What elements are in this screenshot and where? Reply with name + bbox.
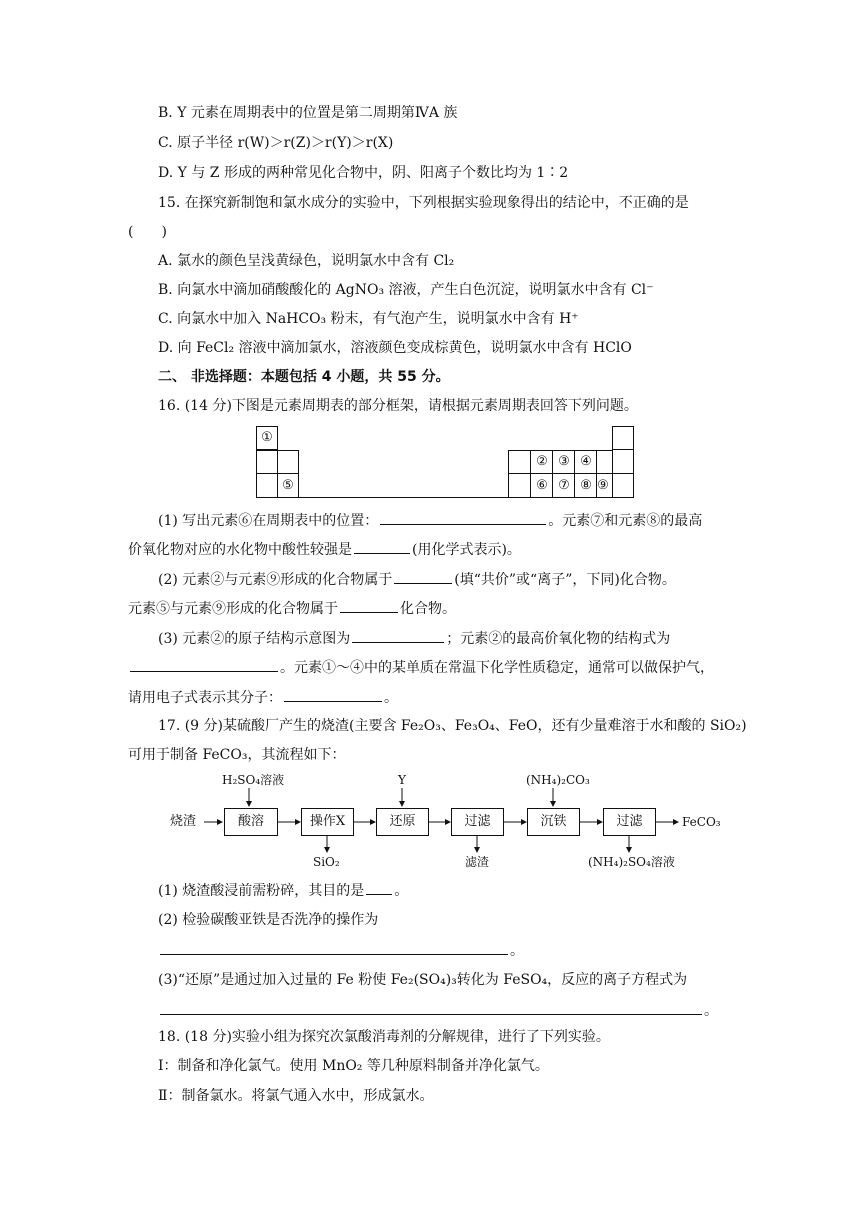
process-flowchart bbox=[170, 770, 730, 870]
element-9: ⑨ bbox=[597, 478, 609, 493]
answer-blank[interactable] bbox=[366, 880, 392, 895]
q17-stem-line2: 可用于制备 FeCO₃，其流程如下： bbox=[128, 747, 346, 763]
answer-blank[interactable] bbox=[340, 598, 398, 613]
flow-input-nh4co3: (NH₄)₂CO₃ bbox=[526, 773, 590, 787]
flow-end: FeCO₃ bbox=[682, 815, 721, 829]
answer-blank[interactable] bbox=[394, 569, 452, 584]
flow-step-operation-x: 操作X bbox=[301, 808, 354, 836]
answer-blank[interactable] bbox=[160, 1000, 702, 1015]
q14-option-d: D. Y 与 Z 形成的两种常见化合物中，阴、阳离子个数比均为 1∶2 bbox=[158, 165, 569, 181]
q15-option-d: D. 向 FeCl₂ 溶液中滴加氯水，溶液颜色变成棕黄色，说明氯水中含有 HClO bbox=[158, 340, 632, 356]
element-7: ⑦ bbox=[558, 478, 570, 493]
answer-blank[interactable] bbox=[130, 657, 278, 672]
q17-stem-line1: 17. (9 分)某硫酸厂产生的烧渣(主要含 Fe₂O₃、Fe₃O₄、FeO，还有少量难溶于水和酸的 SiO₂) bbox=[158, 718, 747, 734]
q16-stem: 16. (14 分)下图是元素周期表的部分框架，请根据元素周期表回答下列问题。 bbox=[158, 398, 638, 414]
flow-output-sio2: SiO₂ bbox=[313, 855, 340, 869]
q15-option-a: A. 氯水的颜色呈浅黄绿色，说明氯水中含有 Cl₂ bbox=[158, 253, 455, 269]
q15-stem: 15. 在探究新制饱和氯水成分的实验中，下列根据实验现象得出的结论中，不正确的是 bbox=[158, 195, 689, 211]
flow-output-residue: 滤渣 bbox=[465, 855, 490, 869]
q16-part1-line2: 价氧化物对应的水化物中酸性较强是 (用化学式表示)。 bbox=[128, 539, 521, 560]
periodic-table-diagram bbox=[256, 426, 634, 498]
q18-stem: 18. (18 分)实验小组为探究次氯酸消毒剂的分解规律，进行了下列实验。 bbox=[158, 1029, 610, 1045]
flow-output-nh4so4: (NH₄)₂SO₄溶液 bbox=[588, 855, 675, 869]
q14-option-b: B. Y 元素在周期表中的位置是第二周期第ⅣA 族 bbox=[158, 105, 458, 121]
element-3: ③ bbox=[558, 454, 570, 469]
flow-start: 烧渣 bbox=[170, 814, 197, 829]
q16-part3-line2: 。元素①～④中的某单质在常温下化学性质稳定，通常可以做保护气， bbox=[128, 657, 714, 678]
element-4: ④ bbox=[580, 454, 592, 469]
q17-part1: (1) 烧渣酸浸前需粉碎，其目的是 。 bbox=[158, 880, 408, 901]
element-1: ① bbox=[261, 430, 273, 445]
flow-step-reduce: 还原 bbox=[376, 808, 429, 836]
element-8: ⑧ bbox=[580, 478, 592, 493]
flow-step-filter-2: 过滤 bbox=[603, 808, 656, 836]
flow-input-h2so4: H₂SO₄溶液 bbox=[222, 773, 285, 787]
element-2: ② bbox=[536, 454, 548, 469]
q15-option-b: B. 向氯水中滴加硝酸酸化的 AgNO₃ 溶液，产生白色沉淀，说明氯水中含有 Cl⁻ bbox=[158, 282, 654, 298]
flow-step-filter-1: 过滤 bbox=[451, 808, 504, 836]
flow-input-y: Y bbox=[398, 773, 406, 787]
answer-blank[interactable] bbox=[160, 940, 508, 955]
answer-blank[interactable] bbox=[380, 510, 546, 525]
q16-part2-line2: 元素⑤与元素⑨形成的化合物属于 化合物。 bbox=[128, 598, 456, 619]
q15-paren: ( ) bbox=[128, 224, 167, 240]
flow-step-precipitate: 沉铁 bbox=[527, 808, 580, 836]
answer-blank[interactable] bbox=[354, 539, 410, 554]
flow-step-acid: 酸溶 bbox=[224, 808, 278, 836]
element-6: ⑥ bbox=[536, 478, 548, 493]
q17-part2: (2) 检验碳酸亚铁是否洗净的操作为 bbox=[158, 912, 379, 928]
q17-part3: (3)“还原”是通过加入过量的 Fe 粉使 Fe₂(SO₄)₃转化为 FeSO₄，反应的离子方程式为 bbox=[158, 972, 688, 988]
q18-step-ii: Ⅱ：制备氯水。将氯气通入水中，形成氯水。 bbox=[158, 1088, 434, 1104]
answer-blank[interactable] bbox=[284, 687, 382, 702]
q18-step-i: Ⅰ：制备和净化氯气。使用 MnO₂ 等几种原料制备并净化氯气。 bbox=[158, 1058, 549, 1074]
q16-part1-line1: (1) 写出元素⑥在周期表中的位置： 。元素⑦和元素⑧的最高 bbox=[158, 510, 702, 531]
section-heading: 二、 非选择题：本题包括 4 小题，共 55 分。 bbox=[158, 369, 450, 385]
q17-part3-answer: 。 bbox=[158, 1000, 718, 1021]
q16-part2-line1: (2) 元素②与元素⑨形成的化合物属于 (填“共价”或“离子”，下同)化合物。 bbox=[158, 569, 676, 590]
q16-part3-line1: (3) 元素②的原子结构示意图为 ；元素②的最高价氧化物的结构式为 bbox=[158, 628, 670, 649]
q17-part2-answer: 。 bbox=[158, 940, 524, 961]
answer-blank[interactable] bbox=[352, 628, 444, 643]
q14-option-c: C. 原子半径 r(W)＞r(Z)＞r(Y)＞r(X) bbox=[158, 135, 394, 151]
q16-part3-line3: 请用电子式表示其分子： 。 bbox=[128, 687, 398, 708]
element-5: ⑤ bbox=[282, 478, 294, 493]
q15-option-c: C. 向氯水中加入 NaHCO₃ 粉末，有气泡产生，说明氯水中含有 H⁺ bbox=[158, 311, 579, 327]
